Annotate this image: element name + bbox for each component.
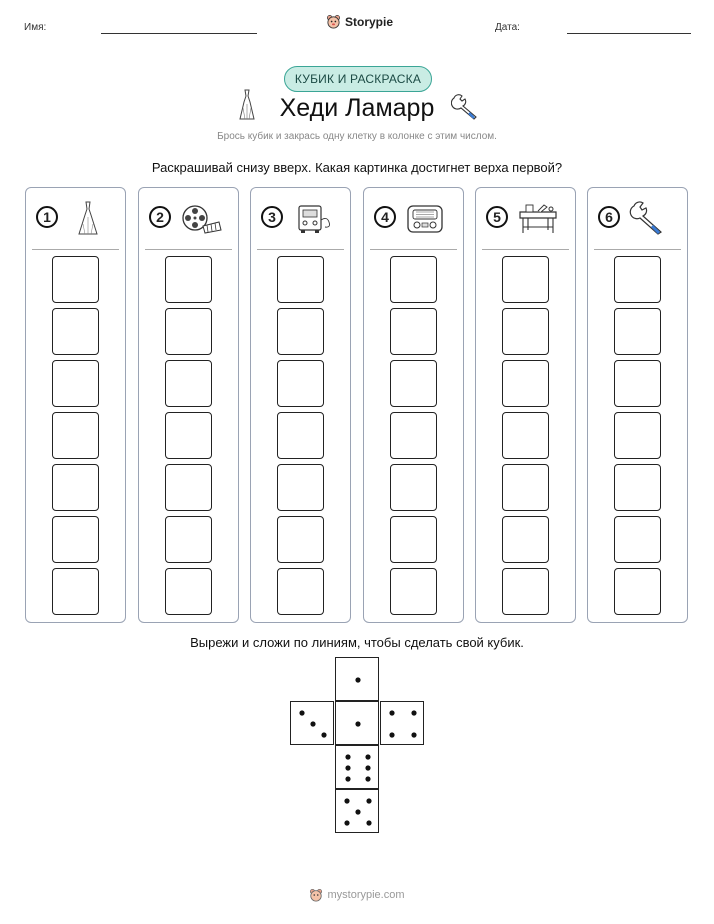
bear-logo-icon [309, 888, 323, 902]
color-cell[interactable] [502, 568, 549, 615]
column-number: 1 [36, 206, 58, 228]
dice-face-1 [335, 701, 379, 745]
color-cell[interactable] [390, 516, 437, 563]
column-5 [475, 187, 576, 623]
color-cell[interactable] [165, 412, 212, 459]
footer-url[interactable]: mystorypie.com [327, 889, 405, 901]
color-cell[interactable] [52, 412, 99, 459]
color-cell[interactable] [614, 516, 661, 563]
column-divider [145, 249, 232, 250]
wrench-icon [628, 200, 672, 236]
color-cell[interactable] [165, 256, 212, 303]
column-6 [587, 187, 688, 623]
column-divider [32, 249, 119, 250]
evening-gown-icon [66, 200, 110, 236]
color-cell[interactable] [277, 308, 324, 355]
color-cell[interactable] [502, 464, 549, 511]
color-cell[interactable] [390, 256, 437, 303]
wrench-icon [451, 93, 481, 121]
color-cell[interactable] [502, 308, 549, 355]
brand-logo [326, 14, 393, 29]
dice-face-6 [335, 745, 379, 789]
column-4 [363, 187, 464, 623]
die-pips [336, 790, 380, 834]
column-number: 4 [374, 206, 396, 228]
color-cell[interactable] [52, 256, 99, 303]
column-2 [138, 187, 239, 623]
column-divider [482, 249, 569, 250]
color-cell[interactable] [277, 568, 324, 615]
color-cell[interactable] [277, 412, 324, 459]
workbench-icon [516, 200, 560, 236]
page-subtitle: Брось кубик и закрась одну клетку в колонке с этим числом. [217, 131, 497, 142]
column-divider [370, 249, 457, 250]
color-cell[interactable] [165, 568, 212, 615]
color-cell[interactable] [614, 464, 661, 511]
page-title: Хеди Ламарр [279, 94, 435, 122]
column-number: 2 [149, 206, 171, 228]
color-cell[interactable] [277, 360, 324, 407]
color-cell[interactable] [502, 412, 549, 459]
color-cell[interactable] [165, 464, 212, 511]
color-cell[interactable] [502, 256, 549, 303]
dice-face-3 [290, 701, 334, 745]
column-1 [25, 187, 126, 623]
coloring-instruction: Раскрашивай снизу вверх. Какая картинка достигнет верха первой? [151, 160, 563, 175]
color-cell[interactable] [614, 308, 661, 355]
date-line[interactable] [567, 33, 691, 34]
color-cell[interactable] [614, 412, 661, 459]
bear-logo-icon [326, 14, 341, 29]
radio-transmitter-icon [291, 200, 335, 236]
color-cell[interactable] [52, 464, 99, 511]
column-divider [594, 249, 681, 250]
color-cell[interactable] [390, 568, 437, 615]
die-pips [291, 702, 335, 746]
color-cell[interactable] [277, 516, 324, 563]
color-cell[interactable] [52, 360, 99, 407]
color-cell[interactable] [52, 516, 99, 563]
brand-name: Storypie [345, 14, 394, 29]
color-cell[interactable] [165, 516, 212, 563]
activity-badge: КУБИК И РАСКРАСКА [284, 66, 432, 92]
color-cell[interactable] [390, 412, 437, 459]
color-cell[interactable] [52, 308, 99, 355]
die-pips [336, 702, 380, 746]
column-3 [250, 187, 351, 623]
dice-face-5 [335, 789, 379, 833]
cut-instruction: Вырежи и сложи по линиям, чтобы сделать свой кубик. [190, 635, 524, 650]
date-label: Дата: [495, 22, 520, 33]
color-cell[interactable] [390, 360, 437, 407]
column-number: 5 [486, 206, 508, 228]
column-divider [257, 249, 344, 250]
color-cell[interactable] [390, 464, 437, 511]
die-pips [336, 658, 380, 702]
color-cell[interactable] [165, 360, 212, 407]
color-cell[interactable] [502, 360, 549, 407]
column-number: 6 [598, 206, 620, 228]
color-cell[interactable] [52, 568, 99, 615]
name-line[interactable] [101, 33, 257, 34]
color-cell[interactable] [614, 256, 661, 303]
name-label: Имя: [24, 22, 47, 33]
color-cell[interactable] [390, 308, 437, 355]
color-cell[interactable] [502, 516, 549, 563]
color-cell[interactable] [614, 568, 661, 615]
die-pips [336, 746, 380, 790]
footer [0, 888, 714, 902]
die-pips [381, 702, 425, 746]
dice-face-4 [380, 701, 424, 745]
color-cell[interactable] [277, 464, 324, 511]
film-reel-icon [179, 200, 223, 236]
column-number: 3 [261, 206, 283, 228]
color-cell[interactable] [165, 308, 212, 355]
dice-face-1 [335, 657, 379, 701]
color-cell[interactable] [614, 360, 661, 407]
color-cell[interactable] [277, 256, 324, 303]
vintage-radio-icon [404, 200, 448, 236]
